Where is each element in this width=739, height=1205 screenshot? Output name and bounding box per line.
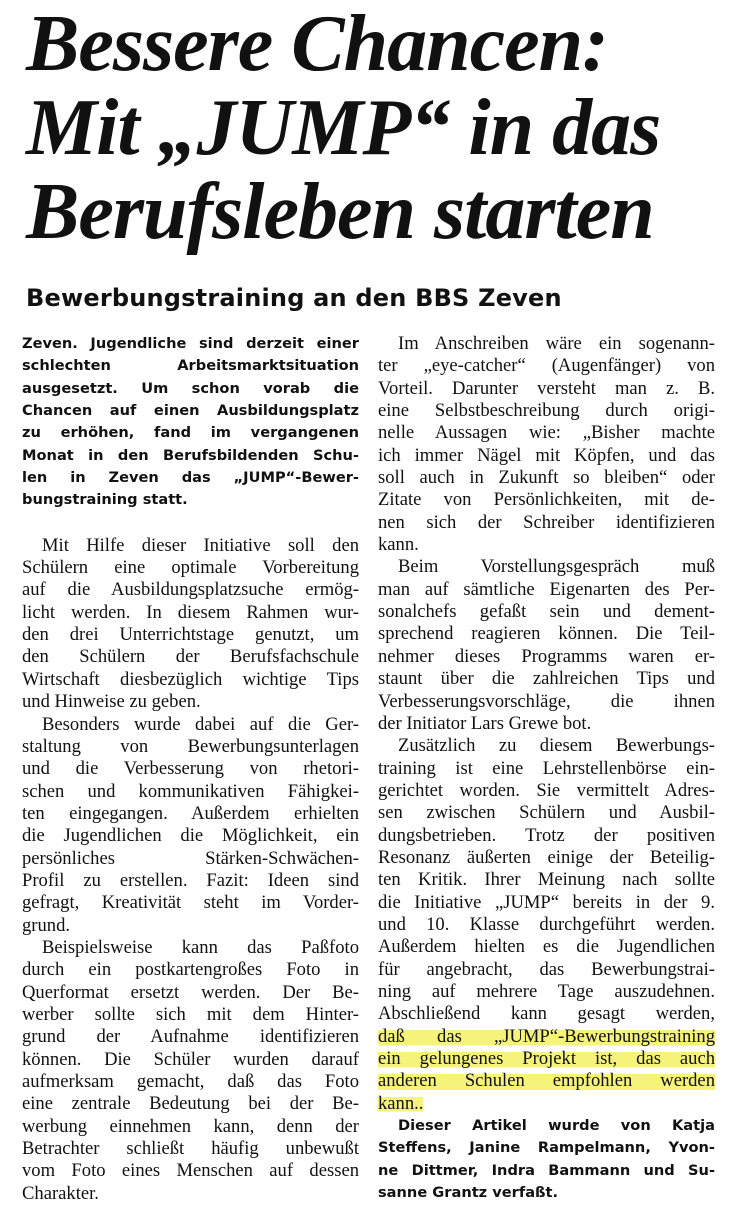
text-line (378, 825, 715, 847)
line-text: Querformat ersetzt werden. Der Be- (22, 981, 359, 1003)
text-line (22, 378, 359, 400)
text-line (22, 1004, 359, 1026)
line-text: Außerdem hielten es die Jugendlichen (378, 936, 715, 958)
line-text: Schülern eine optimale Vorbereitung (22, 557, 359, 579)
text-line (378, 869, 715, 891)
line-text: ausgesetzt. Um schon vorab die (22, 379, 359, 397)
text-line (378, 512, 715, 534)
text-line (378, 601, 715, 623)
line-text: nelle Aussagen wie: „Bisher machte (378, 422, 715, 444)
highlighted-text: anderen Schulen empfohlen werden (378, 1070, 715, 1092)
line-text: die Initiative „JUMP“ bereits in der 9. (378, 891, 715, 913)
line-text: grund der Aufnahme identifizieren (22, 1026, 359, 1048)
text-line (22, 624, 359, 646)
line-text: Beim Vorstellungsgespräch muß (398, 556, 715, 578)
text-line (22, 691, 359, 713)
line-text: sanne Grantz verfaßt. (378, 1184, 559, 1202)
text-line (378, 333, 715, 355)
line-text: bungstraining statt. (22, 491, 188, 509)
text-line (378, 1048, 715, 1070)
text-line (22, 736, 359, 758)
line-text: training ist eine Lehrstellenbörse ein- (378, 757, 715, 779)
headline-line: Mit „JUMP“ in das (26, 84, 661, 172)
text-line (378, 646, 715, 668)
text-line (378, 847, 715, 869)
line-text: Verbesserungsvorschläge, die ihnen (378, 690, 715, 712)
text-line (22, 937, 359, 959)
article-subtitle: Bewerbungstraining an den BBS Zeven (26, 284, 562, 312)
text-line (22, 1026, 359, 1048)
text-line (378, 780, 715, 802)
line-text: werbung einnehmen kann, denn der (22, 1115, 359, 1137)
body-text (378, 333, 715, 1115)
text-line (22, 1116, 359, 1138)
text-line (22, 646, 359, 668)
line-text: Chancen auf einen Ausbildungsplatz (22, 402, 359, 420)
line-text: ne Dittmer, Indra Bammann und Su- (378, 1161, 715, 1179)
text-line (378, 1137, 715, 1159)
text-line (22, 467, 359, 489)
line-text: Vorteil. Darunter versteht man z. B. (378, 377, 715, 399)
line-text: kann. (378, 534, 419, 556)
text-line (22, 1093, 359, 1115)
text-line (22, 489, 359, 511)
text-line (378, 467, 715, 489)
text-line (22, 535, 359, 557)
text-line (22, 1138, 359, 1160)
text-line (378, 802, 715, 824)
right-column (378, 333, 715, 1204)
text-line (378, 1182, 715, 1204)
line-text: Mit Hilfe dieser Initiative soll den (42, 534, 359, 556)
line-text: man auf sämtliche Eigenarten des Per- (378, 578, 715, 600)
line-text: Charakter. (22, 1182, 99, 1204)
line-text: Abschließend kann gesagt werden, (378, 1003, 715, 1025)
text-line (378, 735, 715, 757)
text-line (22, 781, 359, 803)
text-line (22, 669, 359, 691)
line-text: für angebracht, das Bewerbungstrai- (378, 958, 715, 980)
line-text: Wirtschaft diesbezüglich wichtige Tips (22, 668, 359, 690)
text-line (378, 579, 715, 601)
line-text: gefragt, Kreativität steht im Vorder- (22, 892, 359, 914)
line-text: den drei Unterrichtstage genutzt, um (22, 624, 359, 646)
text-line (22, 803, 359, 825)
line-text: ter „eye-catcher“ (Augenfänger) von (378, 355, 715, 377)
line-text: und 10. Klasse durchgeführt werden. (378, 913, 715, 935)
line-text: durch ein postkartengroßes Foto in (22, 959, 359, 981)
text-line (22, 355, 359, 377)
headline-line: Berufsleben starten (26, 168, 654, 256)
text-line (22, 915, 359, 937)
line-text: persönliches Stärken-Schwächen- (22, 847, 359, 869)
line-text: zu erhöhen, fand im vergangenen (22, 424, 359, 442)
paragraph-gap (22, 512, 359, 535)
text-line (22, 445, 359, 467)
text-line (22, 825, 359, 847)
text-line (378, 713, 715, 735)
text-line (378, 1115, 715, 1137)
line-text: schlechten Arbeitsmarktsituation (22, 357, 359, 375)
text-line (378, 959, 715, 981)
line-text: und die Verbesserung von rhetori- (22, 758, 359, 780)
text-line (378, 758, 715, 780)
text-line (22, 982, 359, 1004)
line-text: schen und kommunikativen Fähigkei- (22, 780, 359, 802)
line-text: Betrachter schließt häufig unbewußt (22, 1138, 359, 1160)
line-text: sprechend reagieren können. Die Teil- (378, 623, 715, 645)
line-text: werber sollte sich mit dem Hinter- (22, 1003, 359, 1025)
line-text: ten eingegangen. Außerdem erhielten (22, 802, 359, 824)
text-line (378, 1160, 715, 1182)
line-text: Resonanz äußerten einige der Beteilig- (378, 846, 715, 868)
text-line (378, 422, 715, 444)
text-line (378, 355, 715, 377)
author-byline (378, 1115, 715, 1204)
headline-line: Bessere Chancen: (26, 0, 608, 88)
text-line (22, 602, 359, 624)
text-line (378, 914, 715, 936)
text-line (378, 400, 715, 422)
line-text: sonalchefs gefaßt sein und dement- (378, 601, 715, 623)
line-text: ning auf mehrere Tage auszudehnen. (378, 980, 715, 1002)
lead-paragraph (22, 333, 359, 512)
text-line (22, 714, 359, 736)
line-text: und Hinweise zu geben. (22, 691, 201, 713)
line-text: ten Kritik. Ihrer Meinung nach sollte (378, 869, 715, 891)
text-line (378, 623, 715, 645)
line-text: gerichtet worden. Sie vermittelt Adres- (378, 779, 715, 801)
text-line (378, 1026, 715, 1048)
article-headline (26, 2, 726, 254)
text-line (378, 556, 715, 578)
line-text: eine Selbstbeschreibung durch origi- (378, 400, 715, 422)
text-line (22, 892, 359, 914)
line-text: vom Foto eines Menschen auf dessen (22, 1160, 359, 1182)
text-line (378, 489, 715, 511)
line-text: staunt über die zahlreichen Tips und (378, 668, 715, 690)
line-text: eine zentrale Bedeutung bei der Be- (22, 1093, 359, 1115)
highlighted-text: ein gelungenes Projekt ist, das auch (378, 1048, 715, 1069)
line-text: Steffens, Janine Rampelmann, Yvon- (378, 1139, 715, 1157)
text-line (378, 1070, 715, 1092)
line-text: len in Zeven das „JUMP“-Bewer- (22, 469, 359, 487)
text-line (22, 557, 359, 579)
line-text: der Initiator Lars Grewe bot. (378, 712, 592, 734)
text-line (22, 870, 359, 892)
line-text: grund. (22, 914, 71, 936)
line-text: Zusätzlich zu diesem Bewerbungs- (398, 735, 715, 757)
text-line (22, 579, 359, 601)
text-line (378, 378, 715, 400)
body-text (22, 535, 359, 1205)
text-line (22, 848, 359, 870)
text-line (378, 668, 715, 690)
text-line (22, 959, 359, 981)
text-line (378, 1093, 715, 1115)
line-text: Besonders wurde dabei auf die Ger- (42, 713, 359, 735)
text-line (378, 534, 715, 556)
text-line (378, 981, 715, 1003)
text-line (22, 400, 359, 422)
line-text: ich immer Nägel mit Köpfen, und das (378, 444, 715, 466)
highlighted-text: daß das „JUMP“-Bewerbungstraining (378, 1025, 715, 1047)
text-line (378, 691, 715, 713)
line-text: aufmerksam gemacht, daß das Foto (22, 1071, 359, 1092)
line-text: nehmer dieses Programms waren er- (378, 645, 715, 667)
left-column (22, 333, 359, 1205)
line-text: soll auch in Zukunft so bleiben“ oder (378, 467, 715, 489)
line-text: Zitate von Persönlichkeiten, mit de- (378, 489, 715, 511)
line-text: dungsbetrieben. Trotz der positiven (378, 824, 715, 846)
text-line (22, 758, 359, 780)
line-text: Im Anschreiben wäre ein sogenann- (398, 333, 715, 354)
line-text: können. Die Schüler wurden darauf (22, 1048, 359, 1070)
text-line (378, 1003, 715, 1025)
line-text: Zeven. Jugendliche sind derzeit einer (22, 335, 359, 352)
line-text: Beispielsweise kann das Paßfoto (42, 936, 359, 958)
line-text: den Schülern der Berufsfachschule (22, 646, 359, 668)
line-text: sen zwischen Schülern und Ausbil- (378, 802, 715, 824)
text-line (22, 1183, 359, 1205)
line-text: Profil zu erstellen. Fazit: Ideen sind (22, 869, 359, 891)
line-text: staltung von Bewerbungsunterlagen (22, 735, 359, 757)
text-line (378, 892, 715, 914)
text-line (378, 445, 715, 467)
text-line (22, 422, 359, 444)
text-line (22, 1071, 359, 1093)
line-text: die Jugendlichen die Möglichkeit, ein (22, 825, 359, 847)
line-text: auf die Ausbildungsplatzsuche ermög- (22, 579, 359, 601)
text-line (22, 333, 359, 355)
line-text: Dieser Artikel wurde von Katja (398, 1117, 715, 1135)
text-line (378, 936, 715, 958)
line-text: Monat in den Berufsbildenden Schu- (22, 446, 359, 464)
line-text: nen sich der Schreiber identifizieren (378, 511, 715, 533)
line-text: licht werden. In diesem Rahmen wur- (22, 601, 359, 623)
text-line (22, 1160, 359, 1182)
text-line (22, 1049, 359, 1071)
highlighted-text: kann.. (378, 1092, 424, 1114)
